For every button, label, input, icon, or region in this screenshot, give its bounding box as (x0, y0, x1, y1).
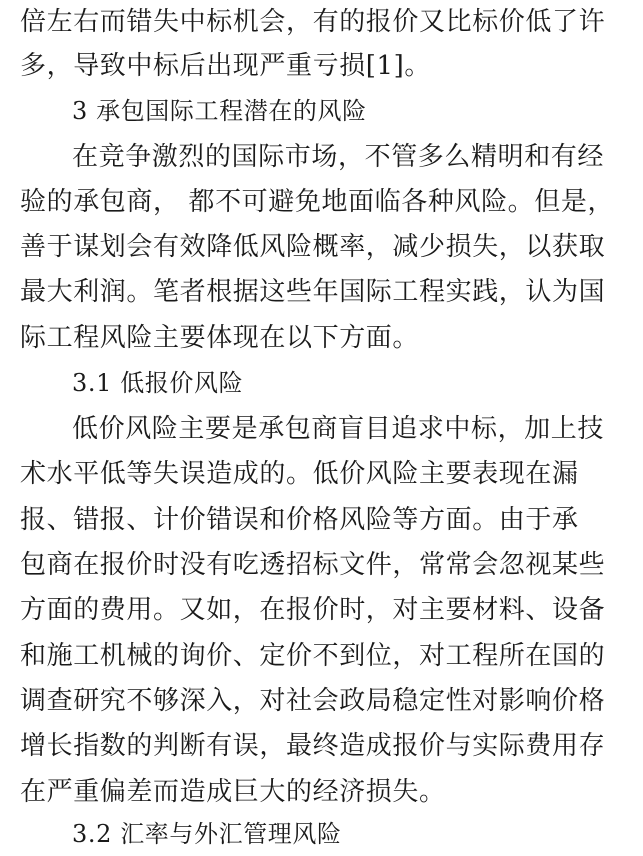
text-line-12: 报、错报、计价错误和价格风险等方面。由于承 (20, 505, 579, 535)
text-line-14: 方面的费用。又如，在报价时，对主要材料、设备 (20, 595, 606, 625)
text-line-4: 在竞争激烈的国际市场，不管多么精明和有经 (72, 142, 605, 172)
section-heading-3-2: 3.2 汇率与外汇管理风险 (72, 820, 342, 848)
text-line-8: 际工程风险主要体现在以下方面。 (20, 323, 420, 353)
text-line-15: 和施工机械的询价、定价不到位，对工程所在国的 (20, 641, 606, 671)
section-heading-3: 3 承包国际工程潜在的风险 (72, 97, 367, 125)
text-line-10: 低价风险主要是承包商盲目追求中标，加上技 (72, 414, 605, 444)
text-line-5: 验的承包商， 都不可避免地面临各种风险。但是， (20, 187, 615, 217)
text-line-16: 调查研究不够深入，对社会政局稳定性对影响价格 (20, 686, 606, 716)
text-line-11: 术水平低等失误造成的。低价风险主要表现在漏 (20, 459, 579, 489)
section-heading-3-1: 3.1 低报价风险 (72, 369, 244, 397)
text-line-7: 最大利润。笔者根据这些年国际工程实践，认为国 (20, 277, 606, 307)
text-line-17: 增长指数的判断有误，最终造成报价与实际费用存 (20, 731, 606, 761)
text-line-1: 倍左右而错失中标机会，有的报价又比标价低了许 (20, 7, 606, 37)
text-line-18: 在严重偏差而造成巨大的经济损失。 (20, 777, 446, 807)
text-line-13: 包商在报价时没有吃透招标文件，常常会忽视某些 (20, 550, 606, 580)
text-line-2: 多，导致中标后出现严重亏损[1]。 (20, 51, 432, 81)
text-line-6: 善于谋划会有效降低风险概率，减少损失，以获取 (20, 232, 606, 262)
